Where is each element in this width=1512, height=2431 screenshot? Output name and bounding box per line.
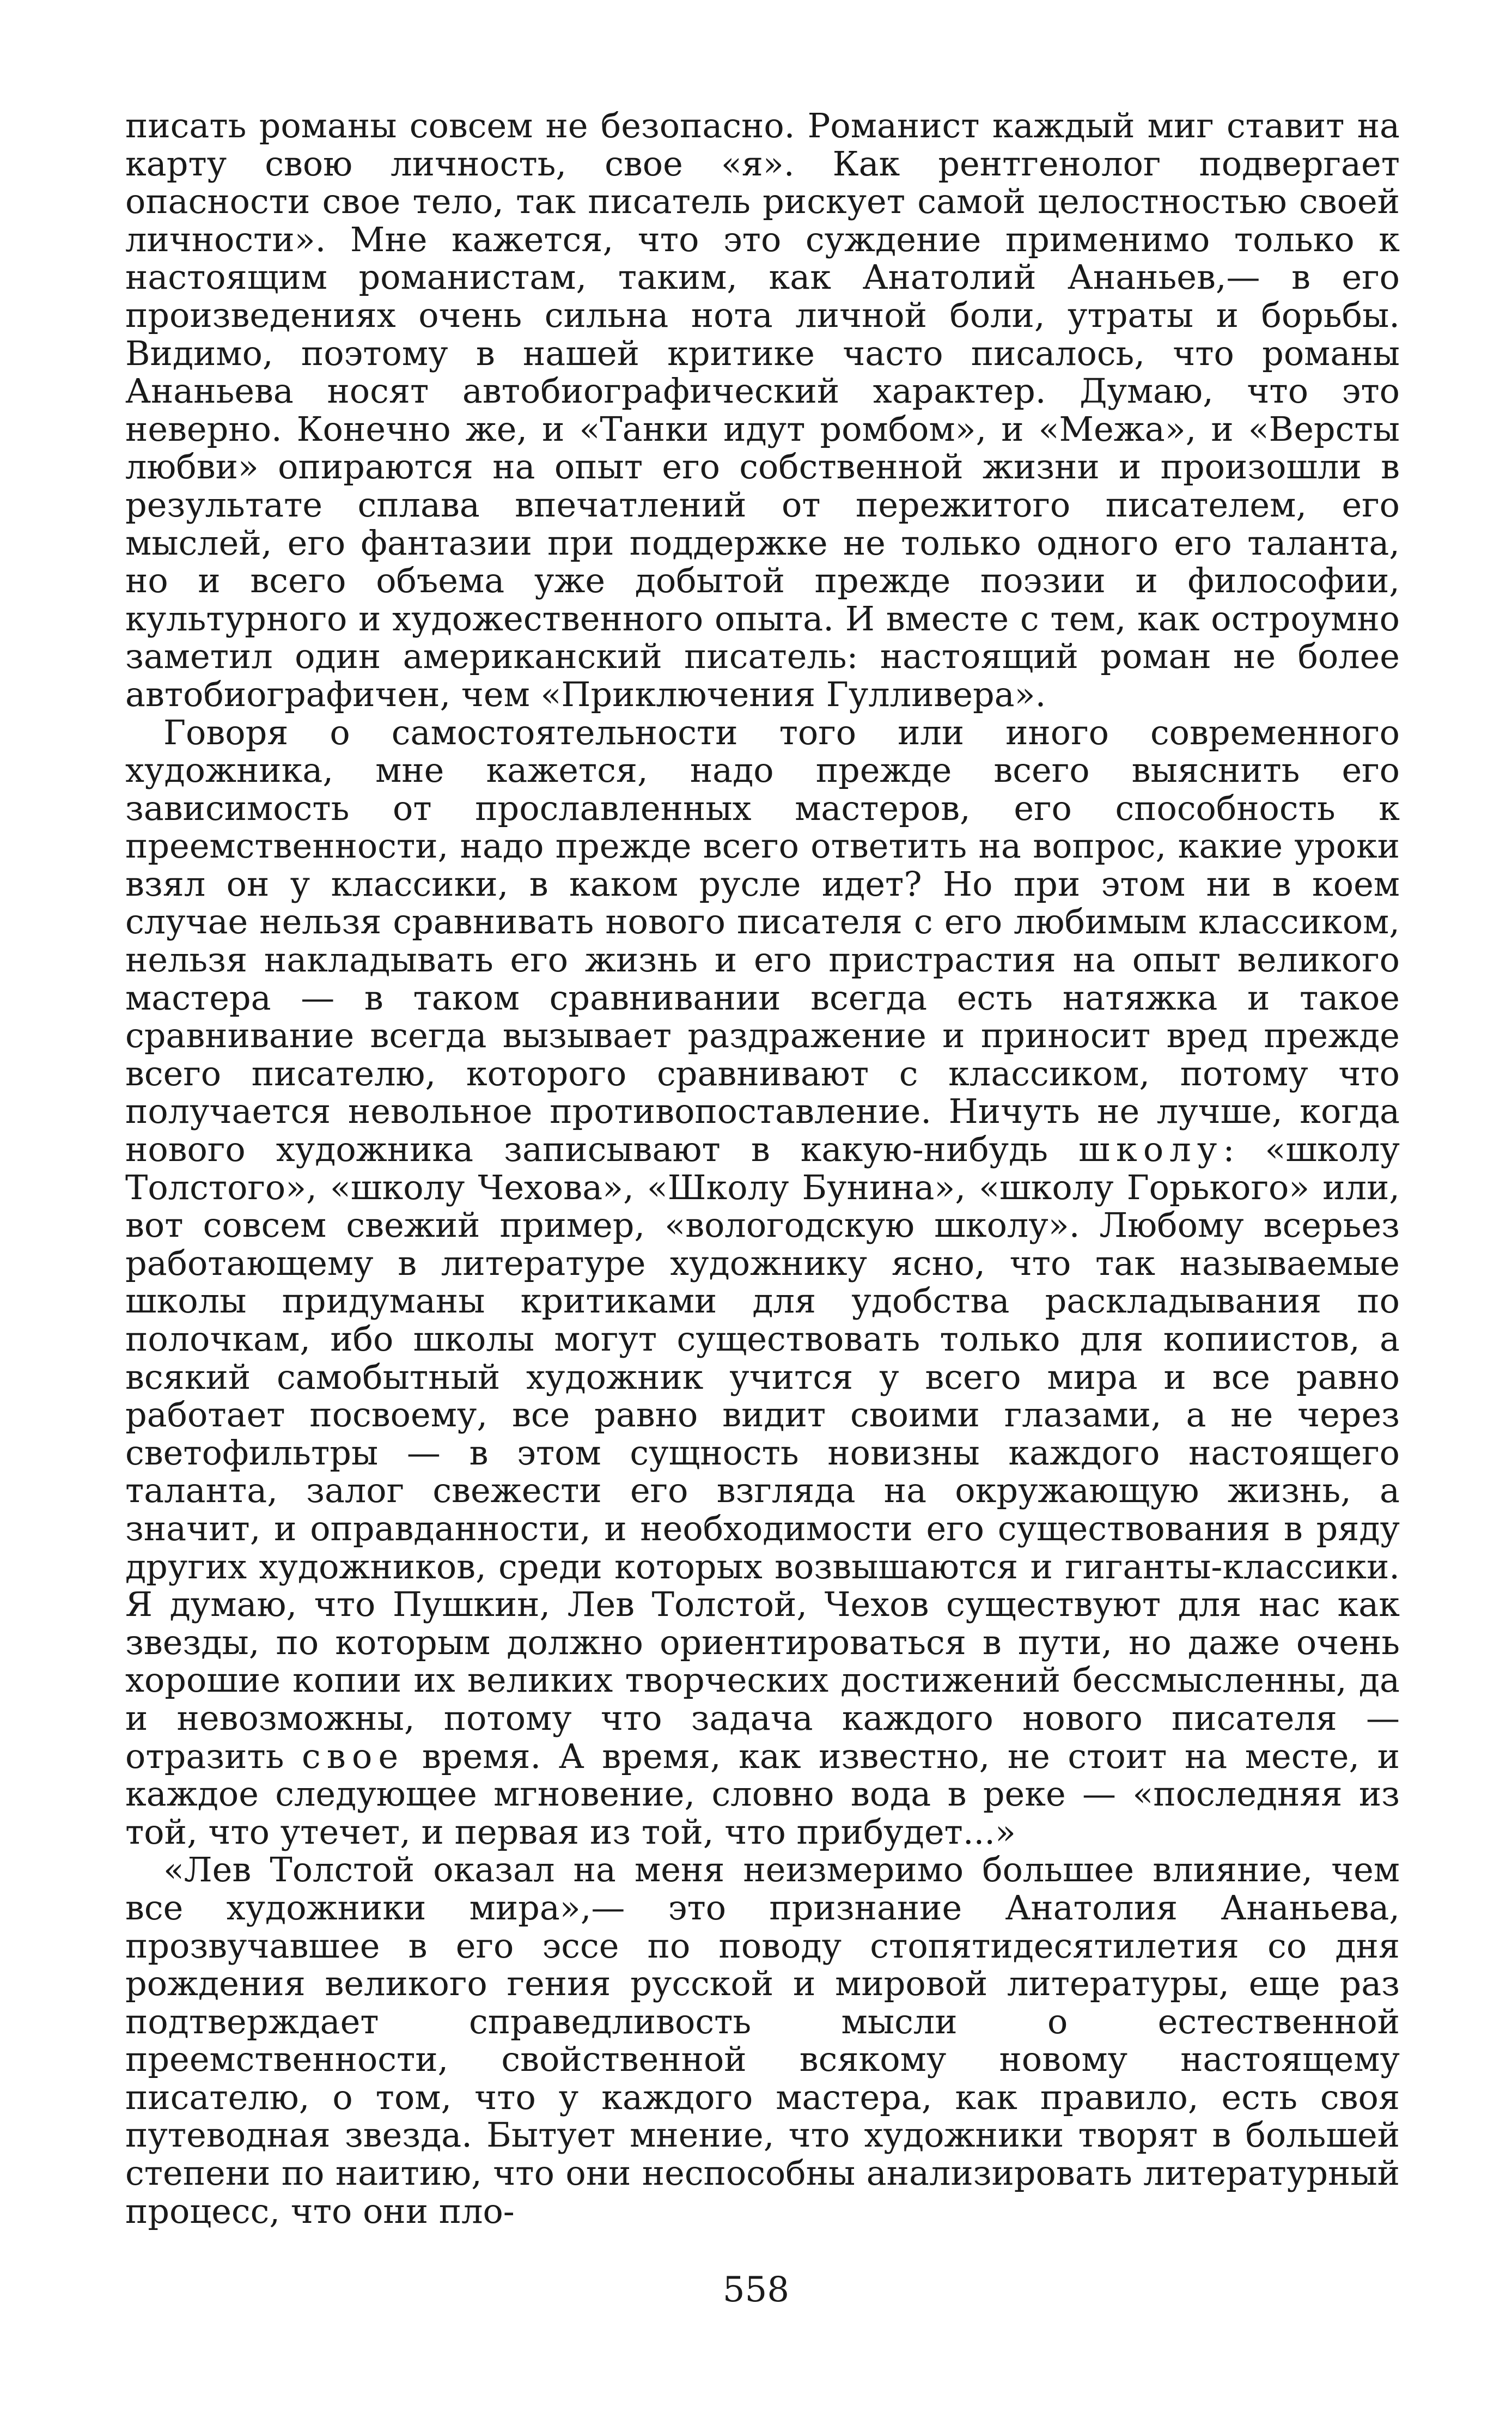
page-number: 558: [722, 2270, 790, 2310]
paragraph-2: [125, 714, 1400, 1851]
paragraph-1: писать романы совсем не безопасно. Романист каждый миг ставит на карту свою личность, свое «я». Как рентгенолог подвергает опасности свое тело, так писатель рискует самой целостностью своей личности». Мне кажется, что это суждение применимо только к настоящим романистам, таким, как Анатолий Ананьев,— в его произведениях очень сильна нота личной боли, утраты и борьбы. Видимо, поэтому в нашей критике часто писалось, что романы Ананьева носят автобиографический характер. Думаю, что это неверно. Конечно же, и «Танки идут ромбом», и «Межа», и «Версты любви» опираются на опыт его собственной жизни и произошли в результате сплава впечатлений от пережитого писателем, его мыслей, его фантазии при поддержке не только одного его таланта, но и всего объема уже добытой прежде поэзии и философии, культурного и художественного опыта. И вместе с тем, как остроумно заметил один американский писатель: настоящий роман не более автобиографичен, чем «Приключения Гулливера».: [125, 106, 1400, 714]
paragraph-2-text-b: : «школу Толстого», «школу Чехова», «Школу Бунина», «школу Горького» или, вот совсем свежий пример, «вологодскую школу». Любому всерьез работающему в литературе художнику ясно, что так называемые школы придуманы критиками для удобства раскладывания по полочкам, ибо школы могут существовать только для копиистов, а всякий самобытный художник учится у всего мира и все равно работает посвоему, все равно видит своими глазами, а не через светофильтры — в этом сущность новизны каждого настоящего таланта, залог свежести его взгляда на окружающую жизнь, а значит, и оправданности, и необходимости его существования в ряду других художников, среди которых возвышаются и гиганты-классики. Я думаю, что Пушкин, Лев Толстой, Чехов существуют для нас как звезды, по которым должно ориентироваться в пути, но даже очень хорошие копии их великих творческих достижений бессмысленны, да и невозможны, потому что задача каждого нового писателя — отразить: [125, 1129, 1400, 1776]
paragraph-2-text-c: время. А время, как известно, не стоит на месте, и каждое следующее мгновение, словно вода в реке — «последняя из той, что утечет, и первая из той, что прибудет...»: [125, 1736, 1400, 1852]
page-body-text: [125, 107, 1400, 2230]
paragraph-3: «Лев Толстой оказал на меня неизмеримо большее влияние, чем все художники мира»,— это признание Анатолия Ананьева, прозвучавшее в его эссе по поводу стопятидесятилетия со дня рождения великого гения русской и мировой литературы, еще раз подтверждает справедливость мысли о естественной преемственности, свойственной всякому новому настоящему писателю, о том, что у каждого мастера, как правило, есть своя путеводная звезда. Бытует мнение, что художники творят в большей степени по наитию, что они неспособны анализировать литературный процесс, что они пло-: [125, 1850, 1400, 2231]
paragraph-2-spaced-word-1: школу: [1078, 1129, 1223, 1170]
paragraph-2-spaced-word-2: свое: [302, 1736, 405, 1776]
paragraph-2-text-a: Говоря о самостоятельности того или иного современного художника, мне кажется, надо прежде всего выяснить его зависимость от прославленных мастеров, его способность к преемственности, надо прежде всего ответить на вопрос, какие уроки взял он у классики, в каком русле идет? Но при этом ни в коем случае нельзя сравнивать нового писателя с его любимым классиком, нельзя накладывать его жизнь и его пристрастия на опыт великого мастера — в таком сравнивании всегда есть натяжка и такое сравнивание всегда вызывает раздражение и приносит вред прежде всего писателю, которого сравнивают с классиком, потому что получается невольное противопоставление. Ничуть не лучше, когда нового художника записывают в какую-нибудь: [125, 712, 1400, 1170]
